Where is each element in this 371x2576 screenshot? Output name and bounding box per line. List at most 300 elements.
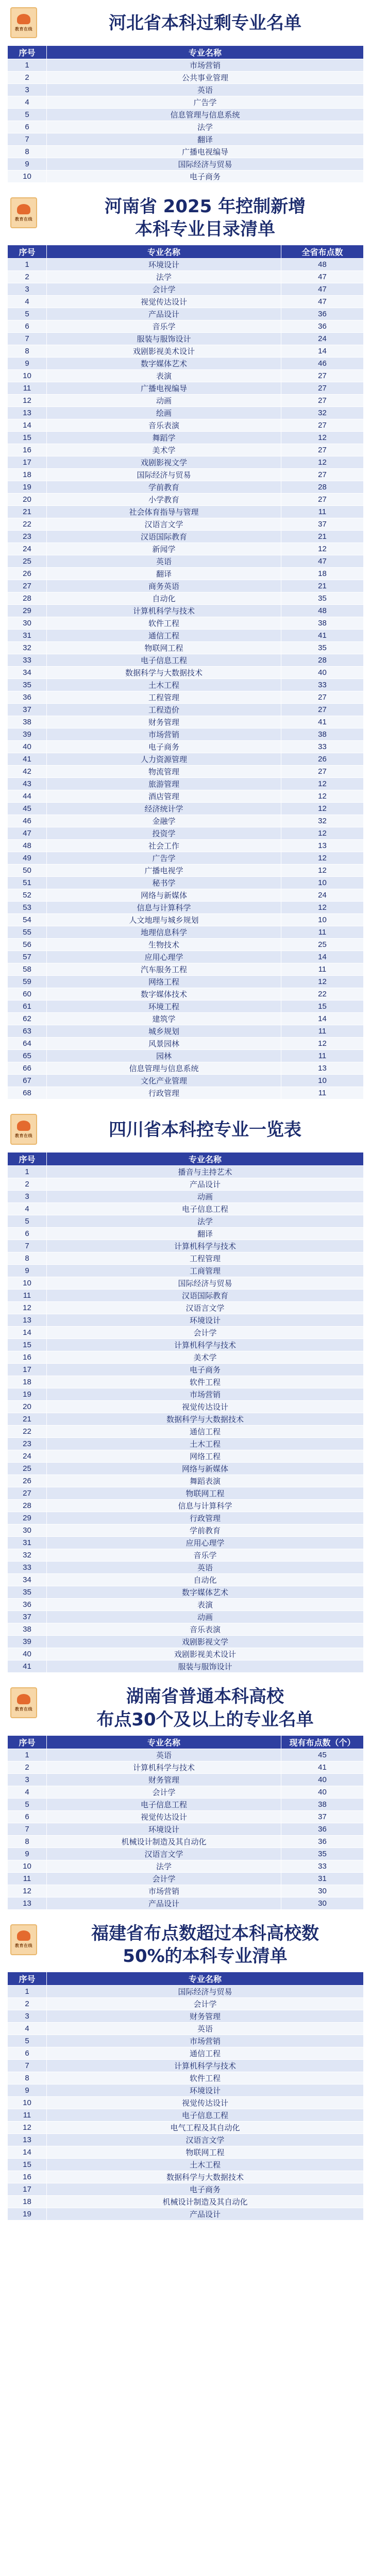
- row-number: 37: [8, 1611, 47, 1623]
- major-name: 广播电视编导: [47, 146, 364, 158]
- major-name: 市场营销: [47, 2035, 364, 2047]
- major-name: 文化产业管理: [47, 1075, 281, 1087]
- major-name: 产品设计: [47, 1897, 281, 1909]
- major-name: 电子商务: [47, 1364, 364, 1376]
- row-number: 26: [8, 568, 47, 580]
- major-name: 英语: [47, 555, 281, 568]
- major-name: 计算机科学与技术: [47, 2060, 364, 2072]
- major-name: 汽车服务工程: [47, 963, 281, 976]
- table-row: [8, 59, 364, 72]
- row-number: 3: [8, 2010, 47, 2023]
- major-name: 音乐表演: [47, 419, 281, 432]
- table-row: [8, 976, 364, 988]
- major-count: 27: [281, 395, 364, 407]
- row-number: 66: [8, 1062, 47, 1075]
- major-count: 11: [281, 963, 364, 976]
- row-number: 60: [8, 988, 47, 1001]
- major-count: 27: [281, 469, 364, 481]
- major-name: 地理信息科学: [47, 926, 281, 939]
- section-header: [7, 1685, 364, 1731]
- table-row: [8, 766, 364, 778]
- major-name: 学前教育: [47, 1524, 364, 1537]
- major-table: [7, 1972, 364, 2221]
- section-title-line: 四川省本科控专业一览表: [109, 1120, 301, 1141]
- major-name: 软件工程: [47, 617, 281, 630]
- major-name: 戏剧影视美术设计: [47, 1648, 364, 1660]
- section-title-line: 湖南省普通本科高校: [126, 1686, 284, 1707]
- table-row: [8, 2122, 364, 2134]
- logo-text: 教育在线: [15, 216, 32, 222]
- major-name: 数据科学与大数据技术: [47, 667, 281, 679]
- row-number: 24: [8, 543, 47, 555]
- major-name: 财务管理: [47, 1773, 281, 1786]
- major-name: 计算机科学与技术: [47, 1240, 364, 1252]
- row-number: 2: [8, 1178, 47, 1191]
- logo-icon: [10, 1924, 37, 1955]
- row-number: 63: [8, 1025, 47, 1038]
- major-name: 动画: [47, 395, 281, 407]
- table-row: [8, 1351, 364, 1364]
- row-number: 7: [8, 133, 47, 146]
- major-count: 13: [281, 840, 364, 852]
- row-number: 10: [8, 2097, 47, 2109]
- section-header: [7, 5, 364, 41]
- major-count: 36: [281, 308, 364, 320]
- table-row: [8, 1290, 364, 1302]
- major-count: 12: [281, 976, 364, 988]
- major-count: 27: [281, 704, 364, 716]
- major-name: 土木工程: [47, 1438, 364, 1450]
- major-count: 36: [281, 1835, 364, 1848]
- table-row: [8, 271, 364, 283]
- table-row: [8, 1463, 364, 1475]
- row-number: 8: [8, 146, 47, 158]
- major-name: 财务管理: [47, 716, 281, 728]
- major-name: 美术学: [47, 1351, 364, 1364]
- row-number: 2: [8, 271, 47, 283]
- major-count: 25: [281, 939, 364, 951]
- major-name: 机械设计制造及其自动化: [47, 1835, 281, 1848]
- table-row: [8, 988, 364, 1001]
- table-row: [8, 1586, 364, 1599]
- major-name: 信息与计算科学: [47, 902, 281, 914]
- major-count: 36: [281, 1823, 364, 1835]
- row-number: 11: [8, 1290, 47, 1302]
- table-row: [8, 704, 364, 716]
- row-number: 3: [8, 1191, 47, 1203]
- major-name: 通信工程: [47, 2047, 364, 2060]
- table-row: [8, 580, 364, 592]
- major-name: 英语: [47, 2023, 364, 2035]
- row-number: 15: [8, 432, 47, 444]
- row-number: 6: [8, 2047, 47, 2060]
- section-title-line: 布点30个及以上的专业名单: [96, 1709, 314, 1730]
- table-row: [8, 1087, 364, 1099]
- table-row: [8, 963, 364, 976]
- major-name: 汉语言文学: [47, 1848, 281, 1860]
- row-number: 62: [8, 1013, 47, 1025]
- major-count: 12: [281, 827, 364, 840]
- table-row: [8, 1512, 364, 1524]
- table-row: [8, 2146, 364, 2159]
- row-number: 14: [8, 1327, 47, 1339]
- table-row: [8, 1062, 364, 1075]
- major-name: 市场营销: [47, 59, 364, 72]
- column-header: 专业名称: [47, 1735, 281, 1749]
- table-row: [8, 1810, 364, 1823]
- major-count: 27: [281, 494, 364, 506]
- major-count: 40: [281, 667, 364, 679]
- row-number: 6: [8, 1228, 47, 1240]
- table-row: [8, 543, 364, 555]
- row-number: 27: [8, 1487, 47, 1500]
- table-row: [8, 109, 364, 121]
- table-row: [8, 1537, 364, 1549]
- table-row: [8, 506, 364, 518]
- major-count: 27: [281, 419, 364, 432]
- major-count: 36: [281, 320, 364, 333]
- major-count: 11: [281, 1025, 364, 1038]
- table-row: [8, 778, 364, 790]
- table-row: [8, 1562, 364, 1574]
- row-number: 23: [8, 531, 47, 543]
- table-row: [8, 630, 364, 642]
- major-name: 服装与服饰设计: [47, 333, 281, 345]
- major-count: 30: [281, 1897, 364, 1909]
- table-row: [8, 2109, 364, 2122]
- row-number: 19: [8, 1388, 47, 1401]
- table-row: [8, 2023, 364, 2035]
- major-name: 动画: [47, 1611, 364, 1623]
- row-number: 30: [8, 617, 47, 630]
- row-number: 52: [8, 889, 47, 902]
- major-name: 法学: [47, 1215, 364, 1228]
- major-name: 英语: [47, 1562, 364, 1574]
- table-row: [8, 1302, 364, 1314]
- major-name: 法学: [47, 271, 281, 283]
- table-row: [8, 1075, 364, 1087]
- table-row: [8, 518, 364, 531]
- table-row: [8, 1500, 364, 1512]
- major-count: 33: [281, 1860, 364, 1872]
- major-count: 48: [281, 605, 364, 617]
- row-number: 54: [8, 914, 47, 926]
- major-name: 金融学: [47, 815, 281, 827]
- major-name: 视觉传达设计: [47, 2097, 364, 2109]
- major-count: 15: [281, 1001, 364, 1013]
- table-row: [8, 1749, 364, 1761]
- row-number: 4: [8, 2023, 47, 2035]
- row-number: 6: [8, 1810, 47, 1823]
- row-number: 16: [8, 444, 47, 456]
- major-count: 27: [281, 370, 364, 382]
- table-row: [8, 1413, 364, 1426]
- row-number: 10: [8, 1277, 47, 1290]
- major-count: 12: [281, 778, 364, 790]
- table-row: [8, 939, 364, 951]
- table-row: [8, 1314, 364, 1327]
- major-name: 网络与新媒体: [47, 889, 281, 902]
- table-row: [8, 1524, 364, 1537]
- major-count: 14: [281, 345, 364, 358]
- major-table: [7, 245, 364, 1099]
- major-count: 12: [281, 1038, 364, 1050]
- table-row: [8, 1203, 364, 1215]
- table-row: [8, 1986, 364, 1998]
- row-number: 28: [8, 592, 47, 605]
- table-row: [8, 902, 364, 914]
- major-count: 10: [281, 1075, 364, 1087]
- major-name: 广播电视编导: [47, 382, 281, 395]
- table-header-row: [8, 1972, 364, 1986]
- major-name: 汉语国际教育: [47, 1290, 364, 1302]
- table-row: [8, 432, 364, 444]
- major-name: 通信工程: [47, 630, 281, 642]
- row-number: 61: [8, 1001, 47, 1013]
- major-name: 会计学: [47, 1872, 281, 1885]
- row-number: 24: [8, 1450, 47, 1463]
- major-count: 11: [281, 1050, 364, 1062]
- section-title-line: 福建省布点数超过本科高校数: [91, 1923, 319, 1944]
- row-number: 12: [8, 395, 47, 407]
- major-name: 应用心理学: [47, 1537, 364, 1549]
- table-row: [8, 2084, 364, 2097]
- major-count: 27: [281, 382, 364, 395]
- major-count: 47: [281, 555, 364, 568]
- major-name: 会计学: [47, 1327, 364, 1339]
- row-number: 15: [8, 1339, 47, 1351]
- table-row: [8, 1178, 364, 1191]
- major-name: 计算机科学与技术: [47, 1761, 281, 1773]
- row-number: 7: [8, 1823, 47, 1835]
- major-name: 环境设计: [47, 1823, 281, 1835]
- major-name: 新闻学: [47, 543, 281, 555]
- table-row: [8, 2047, 364, 2060]
- major-name: 应用心理学: [47, 951, 281, 963]
- major-name: 软件工程: [47, 1376, 364, 1388]
- table-row: [8, 419, 364, 432]
- major-count: 32: [281, 407, 364, 419]
- section-title: [52, 12, 359, 35]
- row-number: 9: [8, 1848, 47, 1860]
- major-name: 土木工程: [47, 2159, 364, 2171]
- major-name: 广告学: [47, 852, 281, 865]
- table-row: [8, 2035, 364, 2047]
- major-name: 酒店管理: [47, 790, 281, 803]
- major-name: 物联网工程: [47, 2146, 364, 2159]
- major-count: 12: [281, 432, 364, 444]
- major-count: 33: [281, 741, 364, 753]
- table-row: [8, 121, 364, 133]
- table-row: [8, 1773, 364, 1786]
- major-name: 小学教育: [47, 494, 281, 506]
- major-name: 电子信息工程: [47, 1203, 364, 1215]
- row-number: 13: [8, 407, 47, 419]
- row-number: 44: [8, 790, 47, 803]
- row-number: 64: [8, 1038, 47, 1050]
- table-row: [8, 456, 364, 469]
- logo-mark-icon: [17, 14, 30, 24]
- table-row: [8, 1897, 364, 1909]
- major-count: 41: [281, 1761, 364, 1773]
- row-number: 8: [8, 345, 47, 358]
- row-number: 12: [8, 1302, 47, 1314]
- major-count: 12: [281, 852, 364, 865]
- major-table: [7, 1735, 364, 1910]
- major-name: 网络工程: [47, 976, 281, 988]
- major-name: 汉语言文学: [47, 1302, 364, 1314]
- major-name: 视觉传达设计: [47, 1810, 281, 1823]
- row-number: 46: [8, 815, 47, 827]
- major-name: 会计学: [47, 1786, 281, 1798]
- major-name: 物联网工程: [47, 1487, 364, 1500]
- major-name: 电子信息工程: [47, 2109, 364, 2122]
- table-row: [8, 1835, 364, 1848]
- row-number: 22: [8, 518, 47, 531]
- section-title: [52, 195, 359, 241]
- table-row: [8, 1885, 364, 1897]
- major-table: [7, 1152, 364, 1673]
- row-number: 13: [8, 1314, 47, 1327]
- major-name: 网络与新媒体: [47, 1463, 364, 1475]
- table-row: [8, 1327, 364, 1339]
- major-name: 工程管理: [47, 691, 281, 704]
- major-count: 24: [281, 333, 364, 345]
- table-row: [8, 926, 364, 939]
- major-count: 32: [281, 815, 364, 827]
- row-number: 25: [8, 555, 47, 568]
- major-count: 45: [281, 1749, 364, 1761]
- major-name: 投资学: [47, 827, 281, 840]
- major-name: 旅游管理: [47, 778, 281, 790]
- table-row: [8, 84, 364, 96]
- table-row: [8, 2060, 364, 2072]
- major-count: 11: [281, 506, 364, 518]
- column-header: 现有布点数（个）: [281, 1735, 364, 1749]
- section-4: [0, 1680, 371, 1917]
- major-name: 信息管理与信息系统: [47, 109, 364, 121]
- table-row: [8, 1487, 364, 1500]
- major-count: 28: [281, 654, 364, 667]
- table-row: [8, 531, 364, 543]
- major-count: 27: [281, 444, 364, 456]
- table-row: [8, 133, 364, 146]
- major-count: 41: [281, 716, 364, 728]
- major-count: 26: [281, 753, 364, 766]
- major-name: 通信工程: [47, 1426, 364, 1438]
- section-header: [7, 1922, 364, 1968]
- major-name: 戏剧影视文学: [47, 456, 281, 469]
- table-row: [8, 1998, 364, 2010]
- major-name: 物联网工程: [47, 642, 281, 654]
- major-name: 环境设计: [47, 2084, 364, 2097]
- table-row: [8, 283, 364, 296]
- table-row: [8, 1636, 364, 1648]
- major-count: 12: [281, 865, 364, 877]
- major-count: 40: [281, 1786, 364, 1798]
- row-number: 2: [8, 1998, 47, 2010]
- major-count: 12: [281, 902, 364, 914]
- major-name: 市场营销: [47, 728, 281, 741]
- row-number: 59: [8, 976, 47, 988]
- row-number: 43: [8, 778, 47, 790]
- column-header: 专业名称: [47, 1153, 364, 1166]
- major-name: 生物技术: [47, 939, 281, 951]
- table-row: [8, 2134, 364, 2146]
- table-row: [8, 654, 364, 667]
- table-header-row: [8, 1735, 364, 1749]
- table-row: [8, 358, 364, 370]
- table-row: [8, 296, 364, 308]
- table-row: [8, 840, 364, 852]
- logo-icon: [10, 197, 37, 228]
- row-number: 10: [8, 370, 47, 382]
- row-number: 3: [8, 1773, 47, 1786]
- logo-mark-icon: [17, 1694, 30, 1704]
- major-name: 英语: [47, 1749, 281, 1761]
- major-name: 物流管理: [47, 766, 281, 778]
- table-row: [8, 1265, 364, 1277]
- column-header: 全省布点数: [281, 245, 364, 259]
- major-name: 产品设计: [47, 2208, 364, 2221]
- major-count: 41: [281, 630, 364, 642]
- column-header: 序号: [8, 245, 47, 259]
- major-name: 数字媒体艺术: [47, 1586, 364, 1599]
- major-count: 14: [281, 1013, 364, 1025]
- major-name: 舞蹈学: [47, 432, 281, 444]
- major-count: 21: [281, 580, 364, 592]
- major-name: 音乐学: [47, 320, 281, 333]
- major-name: 表演: [47, 1599, 364, 1611]
- row-number: 5: [8, 1215, 47, 1228]
- row-number: 35: [8, 679, 47, 691]
- row-number: 3: [8, 84, 47, 96]
- row-number: 53: [8, 902, 47, 914]
- row-number: 18: [8, 469, 47, 481]
- major-name: 戏剧影视美术设计: [47, 345, 281, 358]
- table-row: [8, 1623, 364, 1636]
- row-number: 12: [8, 2122, 47, 2134]
- major-name: 数字媒体技术: [47, 988, 281, 1001]
- major-count: 21: [281, 531, 364, 543]
- table-row: [8, 2072, 364, 2084]
- table-row: [8, 741, 364, 753]
- row-number: 11: [8, 1872, 47, 1885]
- major-name: 建筑学: [47, 1013, 281, 1025]
- major-name: 学前教育: [47, 481, 281, 494]
- row-number: 8: [8, 1835, 47, 1848]
- row-number: 50: [8, 865, 47, 877]
- major-name: 行政管理: [47, 1512, 364, 1524]
- major-name: 环境工程: [47, 1001, 281, 1013]
- row-number: 4: [8, 96, 47, 109]
- row-number: 7: [8, 333, 47, 345]
- table-row: [8, 259, 364, 271]
- table-row: [8, 679, 364, 691]
- row-number: 16: [8, 1351, 47, 1364]
- row-number: 45: [8, 803, 47, 815]
- column-header: 序号: [8, 1735, 47, 1749]
- row-number: 5: [8, 2035, 47, 2047]
- table-header-row: [8, 46, 364, 59]
- row-number: 1: [8, 1986, 47, 1998]
- major-count: 10: [281, 877, 364, 889]
- major-name: 英语: [47, 84, 364, 96]
- table-row: [8, 382, 364, 395]
- major-count: 18: [281, 568, 364, 580]
- major-name: 风景园林: [47, 1038, 281, 1050]
- table-row: [8, 642, 364, 654]
